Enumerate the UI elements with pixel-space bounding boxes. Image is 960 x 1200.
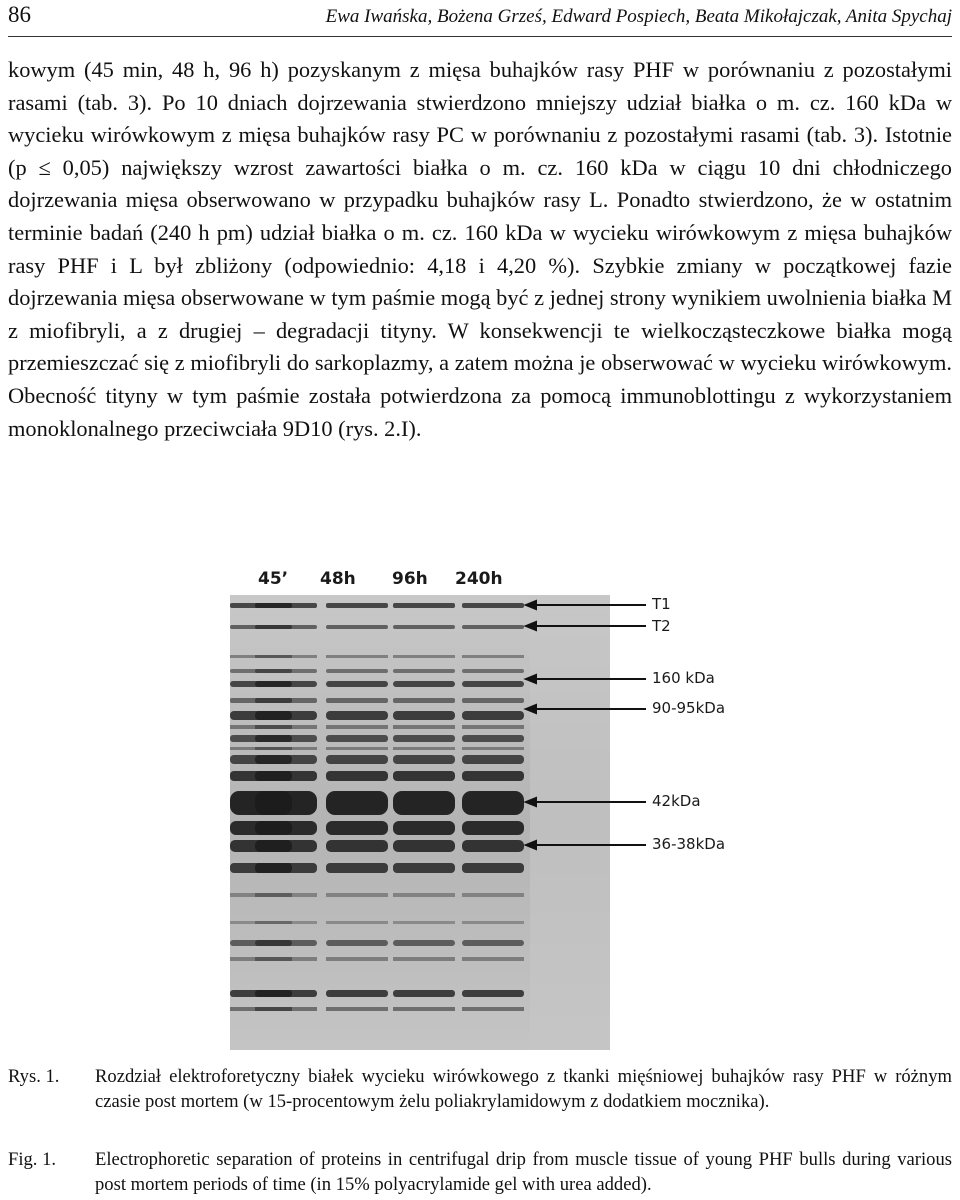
body-paragraph [8,54,952,445]
marker-42kda: 42kDa [652,792,701,810]
page-header [8,2,952,34]
caption-text-english: Electrophoretic separation of proteins in centrifugal drip from muscle tissue of young PHF bulls during various post mortem periods of time (in 15% polyacrylamide gel with urea added). [95,1149,952,1195]
caption-text-polish: Rozdział elektroforetyczny białek wycieku wirówkowego z tkanki mięśniowej buhajków rasy PHF w różnym czasie post mortem (w 15-procentowym żelu poliakrylamidowym z dodatkiem mocznika). [95,1066,952,1112]
lane-label-48h: 48h [320,569,356,589]
marker-90-95kda: 90-95kDa [652,699,726,717]
marker-160kda: 160 kDa [652,669,715,687]
lane-label-45min: 45’ [258,569,289,589]
marker-t1: T1 [652,595,671,613]
lane-label-96h: 96h [392,569,428,589]
caption-label-rys: Rys. 1. [8,1066,60,1087]
marker-t2: T2 [652,617,671,635]
page-number: 86 [8,2,31,27]
caption-label-fig: Fig. 1. [8,1149,57,1170]
figure-gel-electrophoresis [200,565,765,1050]
body-text: kowym (45 min, 48 h, 96 h) pozyskanym z mięsa buhajków rasy PHF w porównaniu z pozostałymi rasami (tab. 3). Po 10 dniach dojrzewania stwierdzono mniejszy udział białka o m. cz. 160 kDa w wycieku wirówkowym z mięsa buhajków rasy PC w porównaniu z pozostałymi rasami (tab. 3). Istotnie (p ≤ 0,05) największy wzrost zawartości białka o m. cz. 160 kDa w ciągu 10 dni chłodniczego dojrzewania mięsa obserwowano w przypadku buhajków rasy L. Ponadto stwierdzono, że w ostatnim terminie badań (240 h pm) udział białka o m. cz. 160 kDa w wycieku wirówkowym z mięsa buhajków rasy PHF i L był zbliżony (odpowiednio: 4,18 i 4,20 %). Szybkie zmiany w początkowej fazie dojrzewania mięsa obserwowane w tym paśmie mogą być z jednej strony wynikiem uwolnienia białka M z miofibryli, a z drugiej – degradacji tityny. W konsekwencji te wielkocząsteczkowe białka mogą przemieszczać się z miofibryli do sarkoplazmy, a zatem można je obserwować w wycieku wirówkowym. Obecność tityny w tym paśmie została potwierdzona za pomocą immunoblottingu z wykorzystaniem monoklonalnego przeciwciała 9D10 (rys. 2.I). [8,57,952,441]
marker-36-38kda: 36-38kDa [652,835,726,853]
header-rule [8,36,952,37]
running-head-authors: Ewa Iwańska, Bożena Grześ, Edward Pospiech, Beata Mikołajczak, Anita Spychaj [325,6,952,27]
lane-label-240h: 240h [455,569,503,589]
